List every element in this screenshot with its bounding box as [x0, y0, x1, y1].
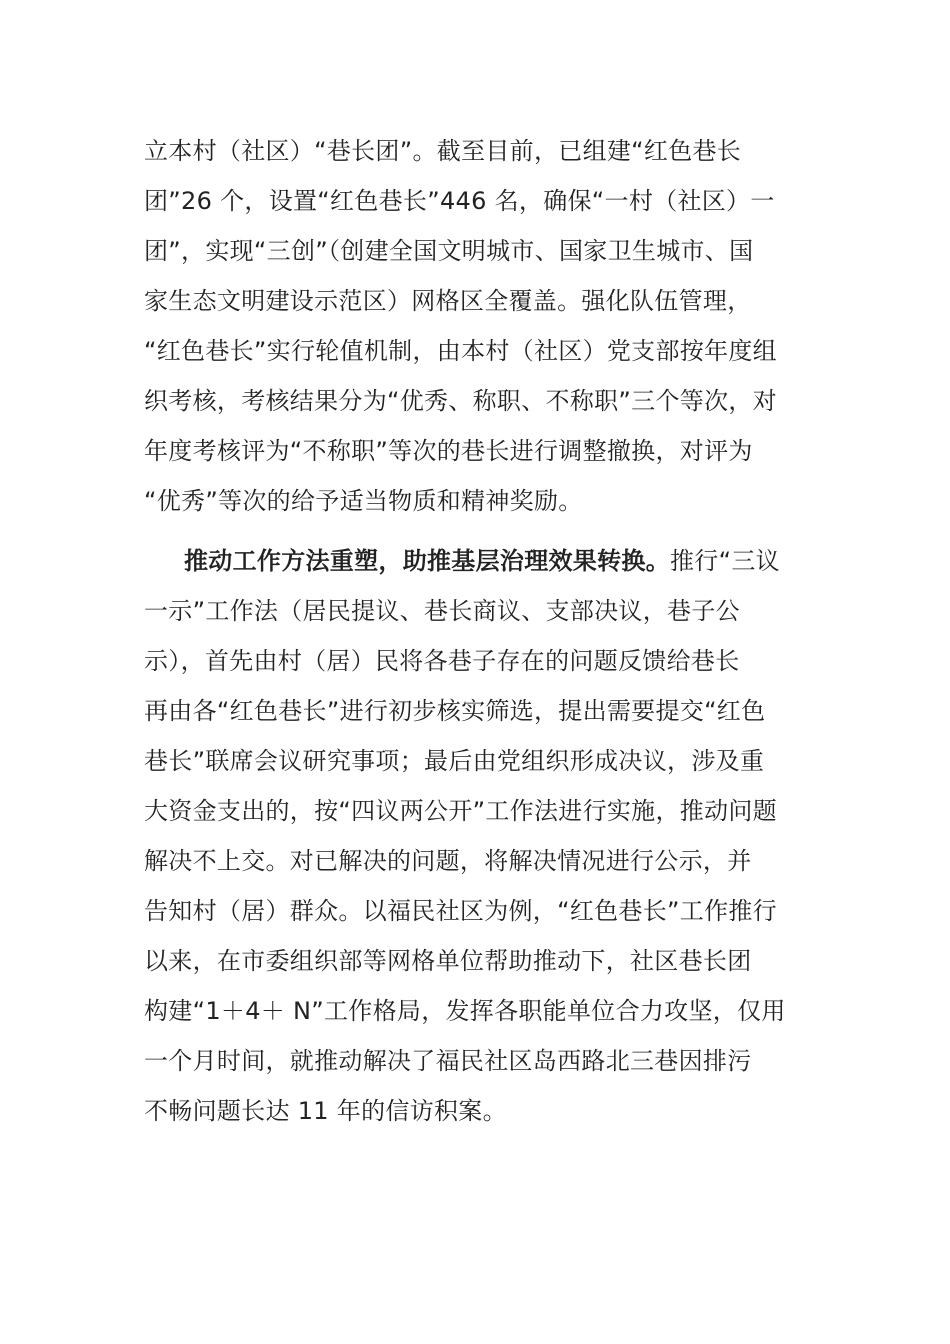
- paragraph-1-line: 年度考核评为“不称职”等次的巷长进行调整撤换，对评为: [144, 437, 753, 465]
- paragraph-2-line: 以来，在市委组织部等网格单位帮助推动下，社区巷长团: [144, 947, 752, 975]
- paragraph-2-line: 一个月时间，就推动解决了福民社区岛西路北三巷因排污: [144, 1047, 752, 1075]
- paragraph-2: [144, 536, 806, 1136]
- paragraph-2-line: 构建“1＋4＋ N”工作格局，发挥各职能单位合力攻坚，仅用: [144, 997, 786, 1025]
- paragraph-heading: 推动工作方法重塑，助推基层治理效果转换。: [184, 547, 670, 575]
- paragraph-1-line: 团”26 个，设置“红色巷长”446 名，确保“一村（社区）一: [144, 187, 775, 215]
- paragraph-1-line: 立本村（社区）“巷长团”。截至目前，已组建“红色巷长: [144, 137, 742, 165]
- paragraph-2-first-line: [144, 536, 806, 586]
- paragraph-1: [144, 126, 806, 526]
- paragraph-2-line: 不畅问题长达 11 年的信访积案。: [144, 1097, 507, 1125]
- paragraph-2-line: 示），首先由村（居）民将各巷子存在的问题反馈给巷长: [144, 647, 740, 675]
- paragraph-1-line: “红色巷长”实行轮值机制，由本村（社区）党支部按年度组: [144, 337, 777, 365]
- paragraph-2-first-line-text: 推行“三议: [670, 547, 780, 575]
- paragraph-1-line: “优秀”等次的给予适当物质和精神奖励。: [144, 487, 583, 515]
- paragraph-2-line: 再由各“红色巷长”进行初步核实筛选，提出需要提交“红色: [144, 697, 766, 725]
- paragraph-2-line: 大资金支出的，按“四议两公开”工作法进行实施，推动问题: [144, 797, 777, 825]
- paragraph-2-line: 解决不上交。对已解决的问题，将解决情况进行公示，并: [144, 847, 752, 875]
- paragraph-1-line: 团”，实现“三创”（创建全国文明城市、国家卫生城市、国: [144, 237, 754, 265]
- paragraph-1-line: 织考核，考核结果分为“优秀、称职、不称职”三个等次，对: [144, 387, 777, 415]
- paragraph-2-line: 一示”工作法（居民提议、巷长商议、支部决议，巷子公: [144, 597, 740, 625]
- paragraph-2-line: 告知村（居）群众。以福民社区为例，“红色巷长”工作推行: [144, 897, 777, 925]
- paragraph-1-line: 家生态文明建设示范区）网格区全覆盖。强化队伍管理，: [144, 287, 752, 315]
- paragraph-2-line: 巷长”联席会议研究事项；最后由党组织形成决议，涉及重: [144, 747, 765, 775]
